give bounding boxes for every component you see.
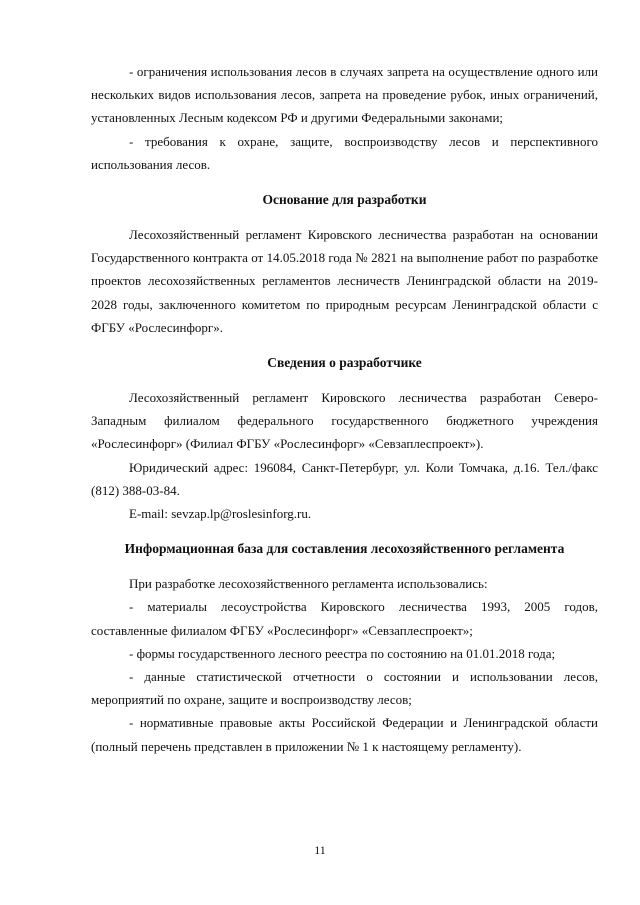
page-number: 11 (314, 843, 326, 857)
infobase-item-materials: - материалы лесоустройства Кировского лесничества 1993, 2005 годов, составленные филиалом ФГБУ «Рослесинфорг» «Севзаплеспроект»; (91, 599, 598, 638)
developer-email: E-mail: sevzap.lp@roslesinforg.ru. (129, 506, 312, 522)
infobase-item-legal-acts: - нормативные правовые акты Российской Федерации и Ленинградской области (полный перечень представлен в приложении № 1 к настоящему регламенту). (91, 715, 598, 754)
intro-item-restrictions: - ограничения использования лесов в случаях запрета на осуществление одного или нескольких видов использования лесов, запрета на проведение рубок, иных ограничений, установленных Лесным кодексом РФ и другими Федеральными законами; (91, 64, 598, 126)
developer-paragraph: Лесохозяйственный регламент Кировского лесничества разработан Северо-Западным филиалом федерального государственного бюджетного учреждения «Рослесинфорг» (Филиал ФГБУ «Рослесинфорг» «Севзаплеспроект»). (91, 390, 598, 452)
infobase-lead: При разработке лесохозяйственного регламента использовались: (129, 576, 488, 592)
heading-basis: Основание для разработки (262, 192, 427, 208)
basis-paragraph: Лесохозяйственный регламент Кировского лесничества разработан на основании Государственного контракта от 14.05.2018 года № 2821 на выполнение работ по разработке проектов лесохозяйственных регламентов лесничеств Ленинградской области на 2019-2028 годы, заключенного комитетом по природным ресурсам Ленинградской области с ФГБУ «Рослесинфорг». (91, 227, 598, 335)
intro-item-requirements: - требования к охране, защите, воспроизводству лесов и перспективного использования лесов. (91, 133, 598, 172)
heading-infobase: Информационная база для составления лесохозяйственного регламента (124, 541, 565, 557)
page-content (91, 60, 598, 758)
heading-developer: Сведения о разработчике (267, 355, 422, 371)
infobase-item-statistics: - данные статистической отчетности о состоянии и использовании лесов, мероприятий по охране, защите и воспроизводству лесов; (91, 669, 598, 708)
infobase-item-forms: - формы государственного лесного реестра по состоянию на 01.01.2018 года; (129, 645, 556, 661)
developer-address: Юридический адрес: 196084, Санкт-Петербург, ул. Коли Томчака, д.16. Тел./факс (812) 388-03-84. (91, 459, 598, 498)
